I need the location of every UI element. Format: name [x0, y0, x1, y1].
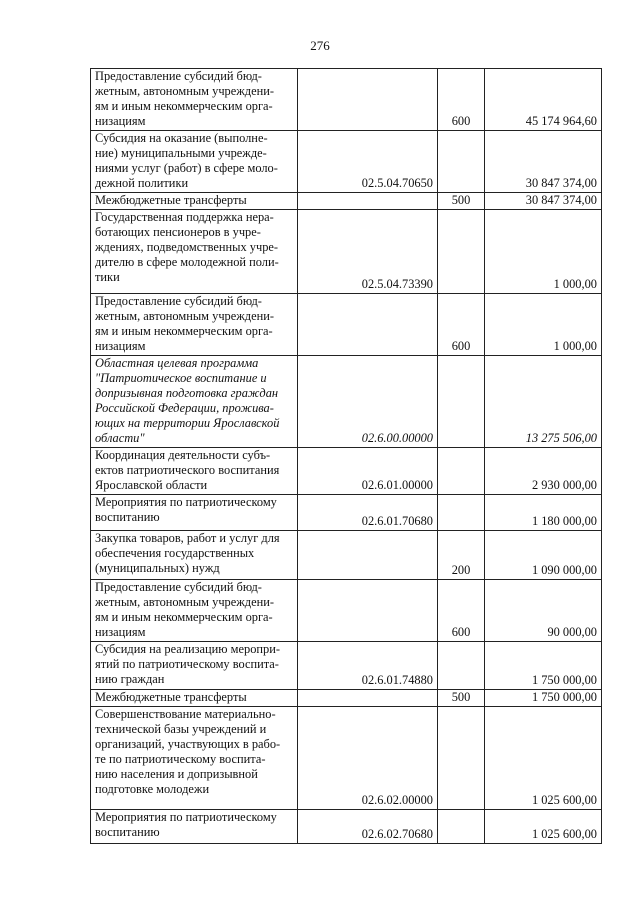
- amount: 45 174 964,60: [485, 69, 602, 131]
- page-number: 276: [310, 38, 330, 53]
- table-row: [91, 810, 602, 844]
- table-row: [91, 193, 602, 210]
- expense-type: [438, 707, 485, 810]
- item-name: Мероприятия по патриотическому воспитанию: [95, 810, 277, 839]
- item-name: Совершенствование материально- технической базы учреждений и организаций, участвующих в рабо- те по патриотическому воспита- нию населения и допризывной подготовке молодежи: [95, 707, 281, 796]
- item-code: [298, 69, 438, 131]
- expense-type: [438, 810, 485, 844]
- table-row: [91, 690, 602, 707]
- item-name-cell: [91, 448, 298, 495]
- table-row: [91, 294, 602, 356]
- amount: 30 847 374,00: [485, 131, 602, 193]
- amount: 90 000,00: [485, 580, 602, 642]
- expense-type: 600: [438, 294, 485, 356]
- item-code: [298, 193, 438, 210]
- item-code: 02.6.01.74880: [298, 642, 438, 690]
- item-code: 02.6.01.00000: [298, 448, 438, 495]
- item-name: Межбюджетные трансферты: [95, 193, 247, 207]
- table-row: [91, 131, 602, 193]
- table-row: [91, 210, 602, 294]
- item-code: [298, 690, 438, 707]
- table-row: [91, 531, 602, 580]
- table-row: [91, 69, 602, 131]
- item-code: 02.6.01.70680: [298, 495, 438, 531]
- item-code: 02.6.00.00000: [298, 356, 438, 448]
- item-name-cell: [91, 531, 298, 580]
- amount: 1 025 600,00: [485, 707, 602, 810]
- expense-type: [438, 131, 485, 193]
- table-row: [91, 642, 602, 690]
- item-name: Субсидия на реализацию меропри- ятий по патриотическому воспита- нию граждан: [95, 642, 280, 686]
- item-name-cell: [91, 193, 298, 210]
- item-name-cell: [91, 495, 298, 531]
- item-code: 02.6.02.00000: [298, 707, 438, 810]
- amount: 1 025 600,00: [485, 810, 602, 844]
- item-code: 02.5.04.73390: [298, 210, 438, 294]
- item-name-cell: [91, 810, 298, 844]
- amount: 1 750 000,00: [485, 642, 602, 690]
- item-name-cell: [91, 690, 298, 707]
- item-name-cell: [91, 580, 298, 642]
- amount: 2 930 000,00: [485, 448, 602, 495]
- budget-table: [90, 68, 602, 844]
- item-name: Предоставление субсидий бюд- жетным, автономным учреждени- ям и иным некоммерческим орга- низациям: [95, 69, 274, 128]
- amount: 13 275 506,00: [485, 356, 602, 448]
- expense-type: 500: [438, 193, 485, 210]
- amount: 1 090 000,00: [485, 531, 602, 580]
- table-row: [91, 580, 602, 642]
- item-name-cell: [91, 69, 298, 131]
- expense-type: 500: [438, 690, 485, 707]
- amount: 1 000,00: [485, 210, 602, 294]
- expense-type: 200: [438, 531, 485, 580]
- table-row: [91, 356, 602, 448]
- item-name: Субсидия на оказание (выполне- ние) муниципальными учрежде- ниями услуг (работ) в сфере моло- дежной политики: [95, 131, 278, 190]
- item-name: Областная целевая программа "Патриотическое воспитание и допризывная подготовка граждан Российской Федерации, прожива- ющих на территории Ярославской области": [95, 356, 280, 445]
- expense-type: [438, 642, 485, 690]
- item-name: Предоставление субсидий бюд- жетным, автономным учреждени- ям и иным некоммерческим орга- низациям: [95, 294, 274, 353]
- budget-table-body: [91, 69, 602, 844]
- item-name: Предоставление субсидий бюд- жетным, автономным учреждени- ям и иным некоммерческим орга- низациям: [95, 580, 274, 639]
- table-row: [91, 707, 602, 810]
- item-code: 02.5.04.70650: [298, 131, 438, 193]
- expense-type: [438, 495, 485, 531]
- item-name: Межбюджетные трансферты: [95, 690, 247, 704]
- item-name: Закупка товаров, работ и услуг для обеспечения государственных (муниципальных) нужд: [95, 531, 280, 575]
- amount: 30 847 374,00: [485, 193, 602, 210]
- item-name: Мероприятия по патриотическому воспитанию: [95, 495, 277, 524]
- item-code: [298, 580, 438, 642]
- amount: 1 180 000,00: [485, 495, 602, 531]
- item-code: 02.6.02.70680: [298, 810, 438, 844]
- expense-type: [438, 448, 485, 495]
- amount: 1 750 000,00: [485, 690, 602, 707]
- expense-type: 600: [438, 580, 485, 642]
- expense-type: 600: [438, 69, 485, 131]
- amount: 1 000,00: [485, 294, 602, 356]
- item-code: [298, 531, 438, 580]
- expense-type: [438, 210, 485, 294]
- item-name: Государственная поддержка нера- ботающих пенсионеров в учре- ждениях, подведомственных учре- дителю в сфере молодежной поли- тики: [95, 210, 279, 284]
- table-row: [91, 448, 602, 495]
- expense-type: [438, 356, 485, 448]
- item-name-cell: [91, 642, 298, 690]
- item-name-cell: [91, 294, 298, 356]
- item-name-cell: [91, 210, 298, 294]
- item-name: Координация деятельности субъ- ектов патриотического воспитания Ярославской области: [95, 448, 280, 492]
- item-code: [298, 294, 438, 356]
- item-name-cell: [91, 131, 298, 193]
- item-name-cell: [91, 707, 298, 810]
- table-row: [91, 495, 602, 531]
- item-name-cell: [91, 356, 298, 448]
